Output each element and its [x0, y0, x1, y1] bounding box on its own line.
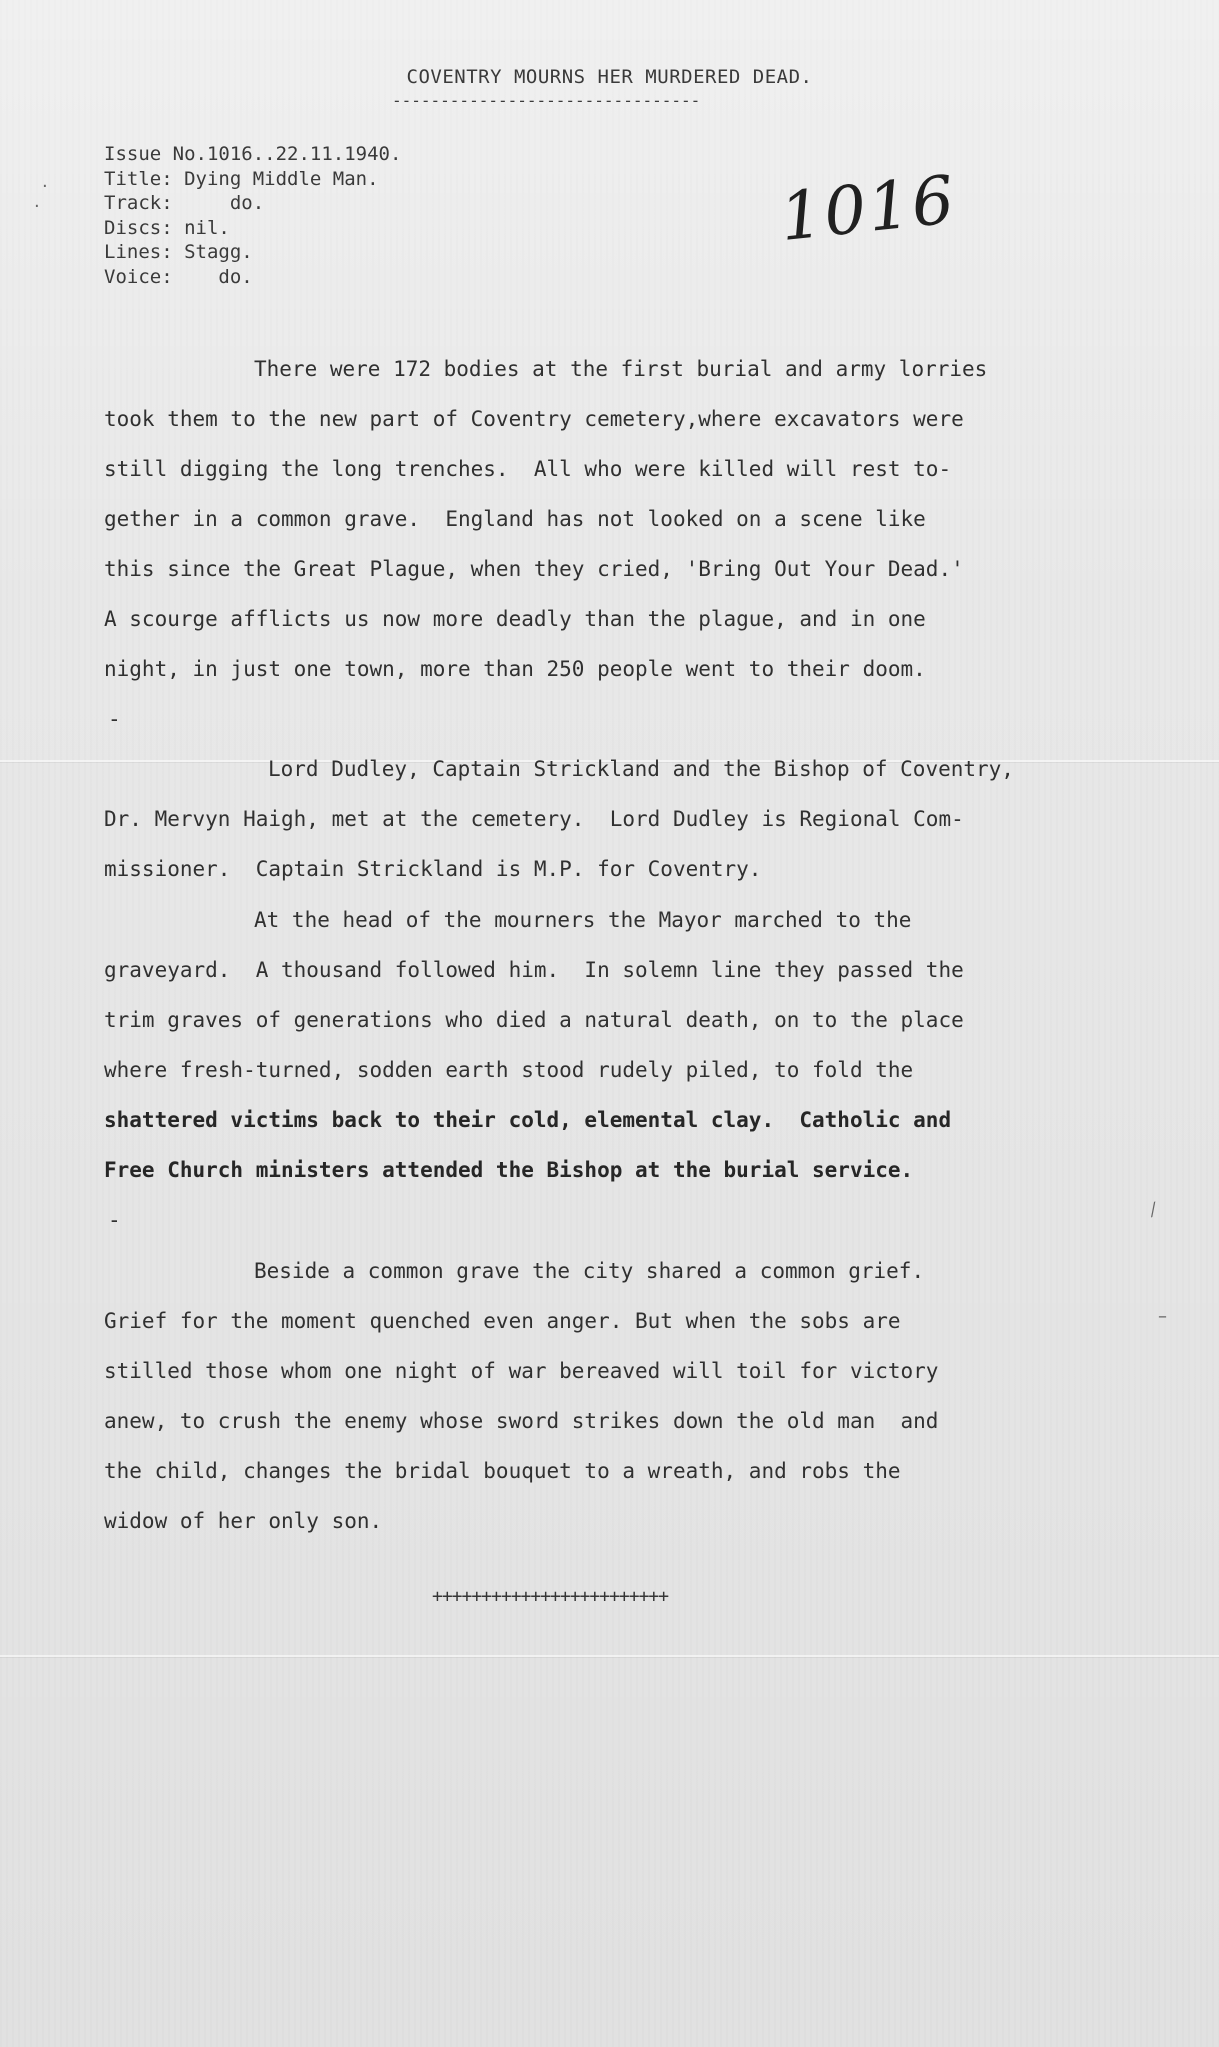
title-underline: -------------------------------- [392, 94, 701, 108]
section-separator: - [108, 1208, 121, 1232]
meta-discs: Discs: nil. [104, 216, 230, 239]
margin-mark: ⁄ [1148, 1200, 1159, 1221]
margin-mark: · [42, 176, 48, 197]
document-title: COVENTRY MOURNS HER MURDERED DEAD. [406, 66, 813, 88]
text-line: gether in a common grave. England has not looked on a scene like [104, 507, 926, 531]
end-rule: ++++++++++++++++++++++++ [432, 1586, 669, 1607]
text-line: Free Church ministers attended the Bishop at the burial service. [104, 1158, 914, 1182]
text-line: A scourge afflicts us now more deadly than the plague, and in one [104, 607, 926, 631]
text-line: shattered victims back to their cold, elemental clay. Catholic and [104, 1108, 952, 1132]
text-line: At the head of the mourners the Mayor marched to the [254, 908, 912, 932]
paragraph-4 [104, 1246, 1164, 1546]
text-line: stilled those whom one night of war bereaved will toil for victory [104, 1359, 939, 1383]
paragraph-2 [104, 744, 1164, 894]
text-line: this since the Great Plague, when they cried, 'Bring Out Your Dead.' [104, 557, 964, 581]
text-line: anew, to crush the enemy whose sword strikes down the old man and [104, 1409, 939, 1433]
paragraph-3 [104, 895, 1164, 1245]
text-line: trim graves of generations who died a natural death, on to the place [104, 1008, 964, 1032]
section-separator: - [108, 707, 121, 731]
handwritten-issue-number: 1016 [776, 161, 960, 256]
text-line: There were 172 bodies at the first burial and army lorries [254, 357, 988, 381]
margin-mark: – [1158, 1306, 1167, 1327]
text-line: still digging the long trenches. All who were killed will rest to- [104, 457, 952, 481]
meta-track: Track: do. [104, 192, 265, 214]
paper-fold [0, 1655, 1219, 1657]
meta-issue: Issue No.1016..22.11.1940. [104, 143, 402, 165]
paragraph-1 [104, 344, 1164, 744]
text-line: missioner. Captain Strickland is M.P. for Coventry. [104, 857, 762, 881]
text-line: night, in just one town, more than 250 people went to their doom. [104, 657, 926, 681]
text-line: where fresh-turned, sodden earth stood rudely piled, to fold the [104, 1058, 914, 1082]
meta-voice: Voice: do. [104, 265, 253, 288]
metadata-block [104, 142, 401, 289]
text-line: the child, changes the bridal bouquet to a wreath, and robs the [104, 1459, 901, 1483]
text-line: took them to the new part of Coventry cemetery,where excavators were [104, 407, 964, 431]
meta-title: Title: Dying Middle Man. [104, 167, 379, 190]
text-line: Beside a common grave the city shared a common grief. [254, 1259, 925, 1283]
text-line: graveyard. A thousand followed him. In solemn line they passed the [104, 958, 964, 982]
text-line: Grief for the moment quenched even anger. But when the sobs are [104, 1309, 901, 1333]
text-line: Lord Dudley, Captain Strickland and the Bishop of Coventry, [268, 757, 1014, 781]
text-line: Dr. Mervyn Haigh, met at the cemetery. Lord Dudley is Regional Com- [104, 807, 964, 831]
text-line: widow of her only son. [104, 1509, 383, 1533]
margin-mark: · [34, 196, 40, 217]
meta-lines: Lines: Stagg. [104, 241, 253, 263]
